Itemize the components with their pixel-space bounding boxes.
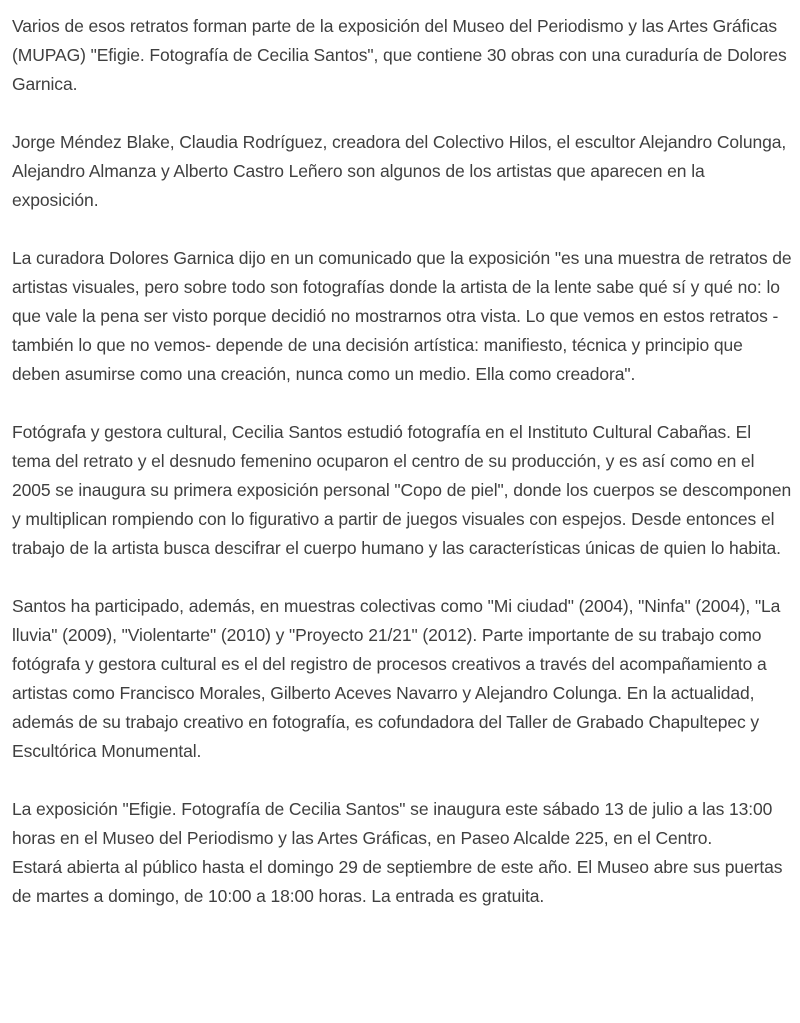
paragraph-collective-shows: Santos ha participado, además, en muestras colectivas como "Mi ciudad" (2004), "Ninfa" (2004), "La lluvia" (2009), "Violentarte" (2010) y "Proyecto 21/21" (2012). Parte importante de su trabajo como fotógrafa y gestora cultural es el del registro de procesos creativos a través del acompañamiento a artistas como Francisco Morales, Gilberto Aceves Navarro y Alejandro Colunga. En la actualidad, además de su trabajo creativo en fotografía, es cofundadora del Taller de Grabado Chapultepec y Escultórica Monumental. xyxy=(12,596,781,761)
paragraph-artists: Jorge Méndez Blake, Claudia Rodríguez, creadora del Colectivo Hilos, el escultor Alejandro Colunga, Alejandro Almanza y Alberto Castro Leñero son algunos de los artistas que aparecen en la exposición. xyxy=(12,132,787,210)
paragraph-exhibition-intro: Varios de esos retratos forman parte de la exposición del Museo del Periodismo y las Artes Gráficas (MUPAG) "Efigie. Fotografía de Cecilia Santos", que contiene 30 obras con una curaduría de Dolores Garnica. xyxy=(12,16,787,94)
paragraph-schedule-info: Estará abierta al público hasta el domingo 29 de septiembre de este año. El Museo abre sus puertas de martes a domingo, de 10:00 a 18:00 horas. La entrada es gratuita. xyxy=(12,857,783,906)
paragraph-photographer-bio: Fotógrafa y gestora cultural, Cecilia Santos estudió fotografía en el Instituto Cultural Cabañas. El tema del retrato y el desnudo femenino ocuparon el centro de su producción, y es así como en el 2005 se inaugura su primera exposición personal "Copo de piel", donde los cuerpos se descomponen y multiplican rompiendo con lo figurativo a partir de juegos visuales con espejos. Desde entonces el trabajo de la artista busca descifrar el cuerpo humano y las características únicas de quien lo habita. xyxy=(12,422,792,558)
paragraph-opening-info: La exposición "Efigie. Fotografía de Cecilia Santos" se inaugura este sábado 13 de julio a las 13:00 horas en el Museo del Periodismo y las Artes Gráficas, en Paseo Alcalde 225, en el Centro. xyxy=(12,799,773,848)
article-body xyxy=(12,12,792,911)
paragraph-curator-quote: La curadora Dolores Garnica dijo en un comunicado que la exposición "es una muestra de retratos de artistas visuales, pero sobre todo son fotografías donde la artista de la lente sabe qué sí y qué no: lo que vale la pena ser visto porque decidió no mostrarnos otra vista. Lo que vemos en estos retratos -también lo que no vemos- depende de una decisión artística: manifiesto, técnica y principio que deben asumirse como una creación, nunca como un medio. Ella como creadora". xyxy=(12,248,792,384)
